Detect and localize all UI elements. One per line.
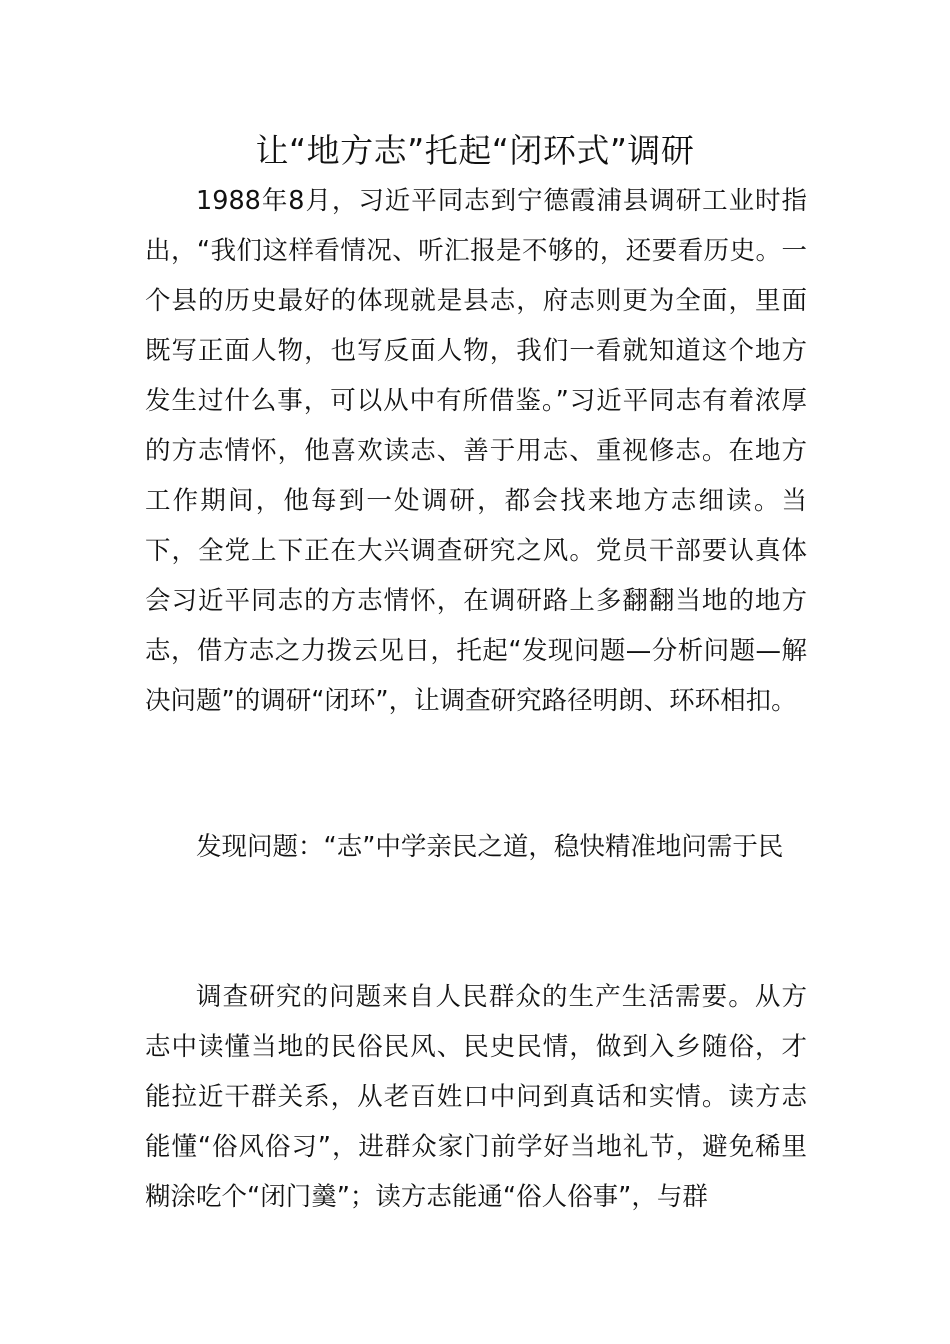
section-heading-discover: 发现问题：“志”中学亲民之道，稳快精准地问需于民 bbox=[196, 832, 784, 862]
paragraph-discover-body: 调查研究的问题来自人民群众的生产生活需要。从方志中读懂当地的民俗民风、民史民情，做到入乡随俗，才能拉近干群关系，从老百姓口中问到真话和实情。读方志能懂“俗风俗习”，进群众家门前学好当地礼节，避免稀里糊涂吃个“闭门羹”；读方志能通“俗人俗事”，与群 bbox=[145, 982, 807, 1212]
paragraph-intro: 1988年8月，习近平同志到宁德霞浦县调研工业时指出，“我们这样看情况、听汇报是不够的，还要看历史。一个县的历史最好的体现就是县志，府志则更为全面，里面既写正面人物，也写反面人物，我们一看就知道这个地方发生过什么事，可以从中有所借鉴。”习近平同志有着浓厚的方志情怀，他喜欢读志、善于用志、重视修志。在地方工作期间，他每到一处调研，都会找来地方志细读。当下，全党上下正在大兴调查研究之风。党员干部要认真体会习近平同志的方志情怀，在调研路上多翻翻当地的地方志，借方志之力拨云见日，托起“发现问题—分析问题—解决问题”的调研“闭环”，让调查研究路径明朗、环环相扣。 bbox=[145, 186, 807, 716]
document-title: 让“地方志”托起“闭环式”调研 bbox=[255, 131, 695, 170]
